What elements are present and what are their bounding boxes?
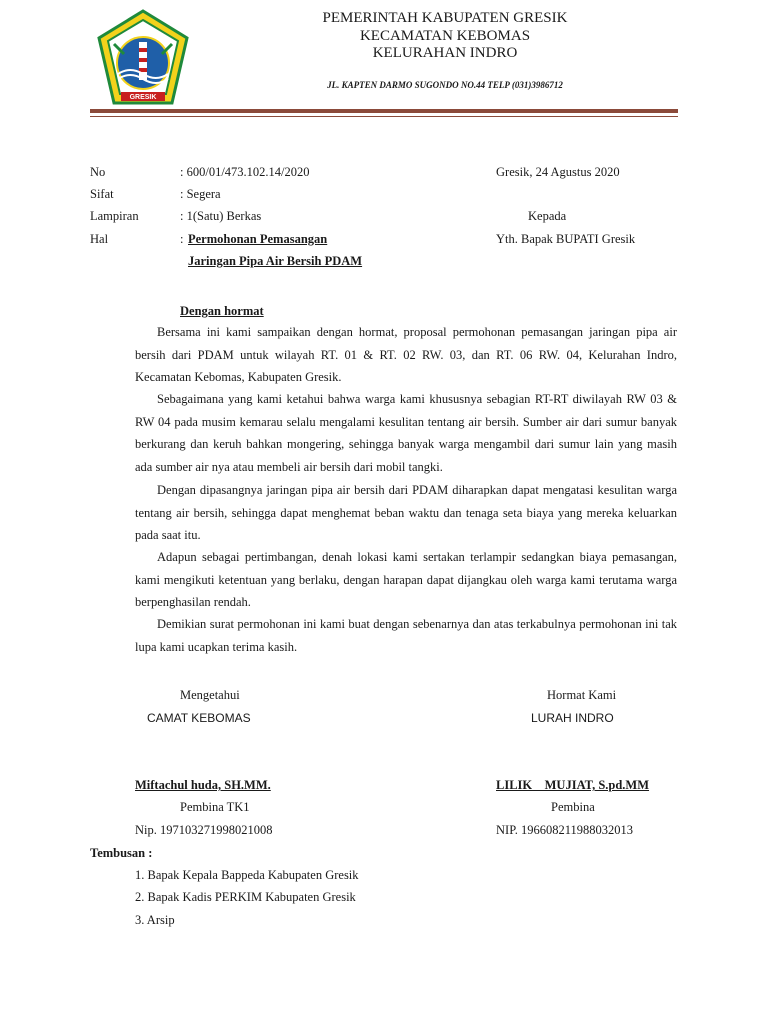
header-rule-thin (90, 116, 678, 117)
tembusan-item: 2. Bapak Kadis PERKIM Kabupaten Gresik (135, 890, 356, 904)
right-signer-name: LILIK MUJIAT, S.pd.MM (496, 778, 650, 792)
right-signer-rank: Pembina (551, 800, 595, 814)
hal-colon: : (180, 232, 184, 246)
tembusan-label: Tembusan : (90, 846, 153, 860)
right-sign-title: LURAH INDRO (531, 711, 614, 725)
left-signer-rank: Pembina TK1 (180, 800, 250, 814)
no-value: : 600/01/473.102.14/2020 (180, 165, 310, 179)
header-rule-thick (90, 109, 678, 113)
kepada-label: Kepada (528, 209, 567, 223)
hal-label: Hal (90, 232, 109, 246)
letterhead-address: JL. KAPTEN DARMO SUGONDO NO.44 TELP (031)3986712 (327, 80, 563, 90)
letterhead-line-3: KELURAHAN INDRO (372, 45, 518, 61)
right-sign-caption: Hormat Kami (547, 688, 617, 702)
hal-value-line-2: Jaringan Pipa Air Bersih PDAM (188, 254, 363, 268)
sifat-label: Sifat (90, 187, 114, 201)
left-signer-name: Miftachul huda, SH.MM. (135, 778, 271, 792)
tembusan-item: 1. Bapak Kepala Bappeda Kabupaten Gresik (135, 868, 359, 882)
lampiran-value: : 1(Satu) Berkas (180, 209, 262, 223)
sifat-value: : Segera (180, 187, 221, 201)
hal-value-line-1: Permohonan Pemasangan (188, 232, 328, 246)
no-label: No (90, 165, 106, 179)
left-sign-title: CAMAT KEBOMAS (147, 711, 251, 725)
greeting: Dengan hormat (180, 304, 264, 318)
left-sign-caption: Mengetahui (180, 688, 240, 702)
left-signer-nip: Nip. 197103271998021008 (135, 823, 273, 837)
tembusan-item: 3. Arsip (135, 913, 175, 927)
right-signer-nip: NIP. 196608211988032013 (496, 823, 634, 837)
gresik-logo (94, 8, 192, 106)
letter-date: Gresik, 24 Agustus 2020 (496, 165, 620, 179)
paragraph-5: Demikian surat permohonan ini kami buat dengan sebenarnya dan atas terkabulnya permohonan ini tak lupa kami ucapkan terima kasih. (135, 617, 677, 654)
logo-banner-text: GRESIK (129, 94, 157, 101)
letterhead-line-1: PEMERINTAH KABUPATEN GRESIK (322, 10, 568, 26)
recipient: Yth. Bapak BUPATI Gresik (496, 232, 636, 246)
paragraph-2: Sebagaimana yang kami ketahui bahwa warga kami khususnya sebagian RT-RT diwilayah RW 03 & RW 04 pada musim kemarau selalu mengalami kesulitan tentang air bersih. Sumber air dari sumur banyak berkurang dan keruh bahkan mongering, sehingga banyak warga mengambil dari sumur lain yang masih ada sumber air nya atau membeli air bersih dari mobil tangki. (135, 392, 677, 474)
paragraph-1: Bersama ini kami sampaikan dengan hormat, proposal permohonan pemasangan jaringan pipa air bersih dari PDAM untuk wilayah RT. 01 & RT. 02 RW. 03, dan RT. 06 RW. 04, Kelurahan Indro, Kecamatan Kebomas, Kabupaten Gresik. (135, 325, 677, 384)
letterhead-line-2: KECAMATAN KEBOMAS (359, 28, 531, 44)
paragraph-3: Dengan dipasangnya jaringan pipa air bersih dari PDAM diharapkan dapat mengatasi kesulitan warga tentang air bersih, sehingga dapat menghemat beban waktu dan tenaga seta biaya yang mereka keluarkan pada saat itu. (135, 483, 677, 542)
paragraph-4: Adapun sebagai pertimbangan, denah lokasi kami sertakan terlampir sedangkan biaya pemasangan, kami mengikuti ketentuan yang berlaku, dengan harapan dapat dijangkau oleh warga kami terutama warga berpenghasilan rendah. (135, 550, 677, 609)
lampiran-label: Lampiran (90, 209, 139, 223)
